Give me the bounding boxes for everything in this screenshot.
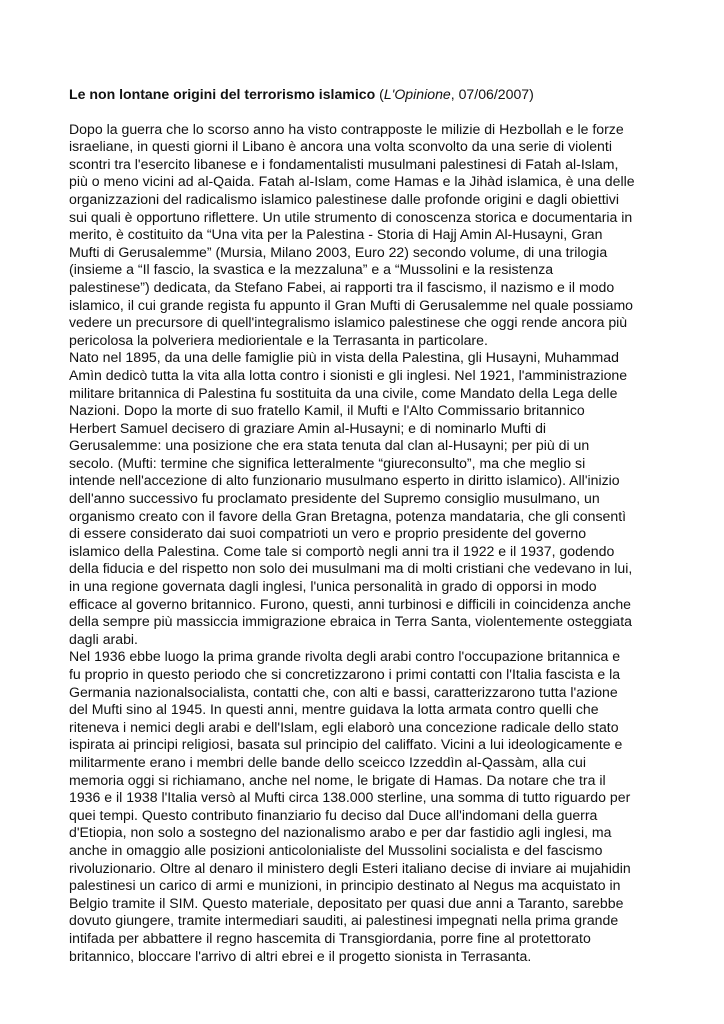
text-line: della sempre più massiccia immigrazione ebraica in Terra Santa, violentemente osteggiata (69, 613, 632, 630)
text-line: intifada per abbattere il regno hascemita di Transgiordania, porre fine al protettorato (69, 929, 591, 946)
text-line: in una regione governata dagli inglesi, l'unica personalità in grado di opporsi in modo (69, 578, 597, 595)
text-line: Nato nel 1895, da una delle famiglie più in vista della Palestina, gli Husayni, Muhammad (69, 349, 619, 366)
text-line: organizzazioni del radicalismo islamico palestinese dalle profonde origini e dagli obiettivi (69, 190, 619, 207)
text-line: dagli arabi. (69, 630, 138, 647)
text-line: secolo. (Mufti: termine che significa letteralmente “giureconsulto”, ma che meglio si (69, 454, 586, 471)
title-open-paren: ( (375, 86, 384, 102)
text-line: Herbert Samuel decisero di graziare Amin al-Husayni; e di nominarlo Mufti di (69, 419, 547, 436)
text-line: palestinesi un carico di armi e munizioni, in principio destinato al Negus ma acquistato in (69, 877, 621, 894)
article-body (69, 121, 659, 966)
text-line: d'Etiopia, non solo a sostegno del nazionalismo arabo e per dar fastidio agli inglesi, ma (69, 824, 612, 841)
paragraph-1 (69, 121, 659, 350)
text-line: militare britannica di Palestina fu sostituita da una civile, come Mandato della Lega delle (69, 384, 618, 401)
article-title (69, 86, 659, 104)
text-line: palestinese”) dedicata, da Stefano Fabei, ai rapporti tra il fascismo, il nazismo e il modo (69, 278, 615, 295)
text-line: vedere un precursore di quell'integralismo islamico palestinese che oggi rende ancora più (69, 314, 628, 331)
text-line: militarmente erano i membri delle bande dello sceicco Izzeddìn al-Qassàm, alla cui (69, 753, 587, 770)
text-line: efficace al governo britannico. Furono, questi, anni turbinosi e difficili in coincidenza anche (69, 595, 632, 612)
text-line: (insieme a “Il fascio, la svastica e la mezzaluna” e a “Mussolini e la resistenza (69, 261, 554, 278)
text-line: islamico, il cui grande regista fu appunto il Gran Mufti di Gerusalemme nel quale possiamo (69, 296, 634, 313)
publication-name: L'Opinione (383, 86, 451, 102)
paragraph-3 (69, 648, 659, 965)
text-line: anche in omaggio alle posizioni anticolonialiste del Mussolini socialista e del fascismo (69, 841, 603, 858)
text-line: quei tempi. Questo contributo finanziario fu deciso dal Duce all'indomani della guerra (69, 806, 598, 823)
text-line: pericolosa la polveriera mediorientale e la Terrasanta in particolare. (69, 331, 488, 348)
text-line: intende nell'accezione di alto funzionario musulmano esperto in diritto islamico). All'inizio (69, 472, 620, 489)
text-line: Nazioni. Dopo la morte di suo fratello Kamil, il Mufti e l'Alto Commissario britannico (69, 402, 585, 419)
paragraph-2 (69, 349, 659, 648)
text-line: fu proprio in questo periodo che si concretizzarono i primi contatti con l'Italia fascista e la (69, 666, 621, 682)
text-line: Dopo la guerra che lo scorso anno ha visto contrapposte le milizie di Hezbollah e le forze (69, 120, 624, 137)
text-line: Gerusalemme: una posizione che era stata tenuta dal clan al-Husayni; per più di un (69, 437, 590, 454)
text-line: Nel 1936 ebbe luogo la prima grande rivolta degli arabi contro l'occupazione britannica e (69, 648, 621, 665)
text-line: della fiducia e del rispetto non solo dei musulmani ma di molti cristiani che vedevano in lui, (69, 560, 633, 577)
text-line: dovuto giungere, tramite intermediari sauditi, ai palestinesi impegnati nella prima grande (69, 912, 619, 929)
text-line: israeliane, in questi giorni il Libano è ancora una volta sconvolto da una serie di violenti (69, 138, 612, 155)
text-line: Amìn dedicò tutta la vita alla lotta contro i sionisti e gli inglesi. Nel 1921, l'amministrazione (69, 366, 628, 383)
text-line: dell'anno successivo fu proclamato presidente del Supremo consiglio musulmano, un (69, 490, 600, 507)
text-line: islamico della Palestina. Come tale si comportò negli anni tra il 1922 e il 1937, godendo (69, 542, 615, 559)
document-page (69, 86, 659, 965)
text-line: Belgio tramite il SIM. Questo materiale, depositato per quasi due anni a Taranto, sarebbe (69, 894, 624, 911)
text-line: organismo creato con il favore della Gran Bretagna, potenza mandataria, che gli consentì (69, 507, 627, 524)
text-line: merito, è costituito da “Una vita per la Palestina - Storia di Hajj Amin Al-Husayni, Gran (69, 226, 603, 243)
text-line: del Mufti sino al 1945. In questi anni, mentre guidava la lotta armata contro quelli che (69, 701, 599, 718)
publication-date: , 07/06/2007) (450, 86, 534, 102)
text-line: 1936 e il 1938 l'Italia versò al Mufti circa 138.000 sterline, una somma di tutto riguardo per (69, 789, 631, 806)
article-headline: Le non lontane origini del terrorismo islamico (69, 86, 376, 102)
text-line: riteneva i nemici degli arabi e dell'Islam, egli elaborò una concezione radicale dello stato (69, 718, 619, 735)
text-line: sui quali è opportuno riflettere. Un utile strumento di conoscenza storica e documentaria in (69, 208, 633, 225)
text-line: ispirata ai principi religiosi, basata sul principio del califfato. Vicini a lui ideologicamente e (69, 736, 623, 753)
text-line: britannico, bloccare l'arrivo di altri ebrei e il progetto sionista in Terrasanta. (69, 947, 532, 964)
text-line: memoria oggi si richiamano, anche nel nome, le brigate di Hamas. Da notare che tra il (69, 771, 606, 788)
text-line: Mufti di Gerusalemme” (Mursia, Milano 2003, Euro 22) secondo volume, di una trilogia (69, 243, 608, 260)
text-line: rivoluzionario. Oltre al denaro il ministero degli Esteri italiano decise di inviare ai mujahidin (69, 859, 631, 876)
text-line: più o meno vicini ad al-Qaida. Fatah al-Islam, come Hamas e la Jihàd islamica, è una delle (69, 173, 635, 190)
text-line: scontri tra l'esercito libanese e i fondamentalisti musulmani palestinesi di Fatah al-Islam, (69, 155, 619, 172)
text-line: di essere considerato dai suoi compatrioti un vero e proprio presidente del governo (69, 525, 587, 542)
text-line: Germania nazionalsocialista, contatti che, con alti e bassi, caratterizzarono tutta l'azione (69, 683, 618, 700)
